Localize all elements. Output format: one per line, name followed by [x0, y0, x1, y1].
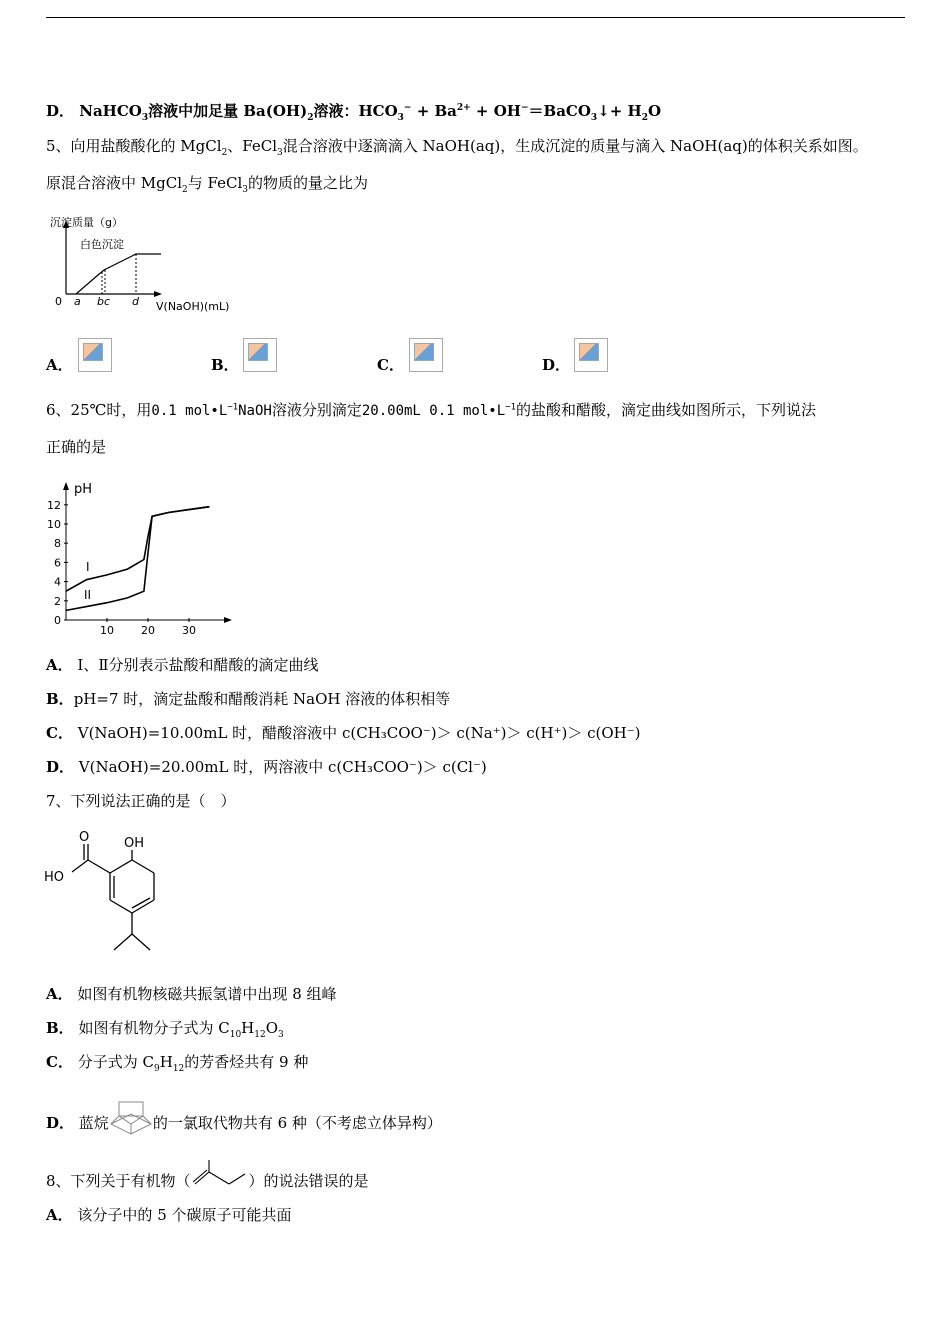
q7-mol-o: O [79, 830, 90, 845]
q5-precipitate-figure [46, 212, 246, 318]
q7-bluane-structure [109, 1098, 153, 1138]
q5-annotation: 白色沉淀 [80, 238, 124, 251]
q6-ylabel: pH [74, 482, 93, 497]
q5-tick-a: a [74, 295, 81, 308]
header-rule [46, 17, 905, 18]
q5-option-d[interactable]: D． [542, 356, 571, 374]
q6-option-b[interactable]: B．pH=7 时，滴定盐酸和醋酸消耗 NaOH 溶液的体积相等 [46, 690, 451, 708]
q7-option-d[interactable]: D． 蓝烷 的一氯取代物共有 6 种（不考虑立体异构） [46, 1098, 442, 1138]
q6-xtick-label: 10 [100, 624, 114, 637]
q5-xlabel: V(NaOH)(mL) [156, 300, 230, 313]
q7-option-c[interactable]: C． 分子式为 $C_9H_{12}$的芳香烃共有 9 种 [46, 1053, 309, 1074]
q7-mol-oh: OH [124, 836, 145, 851]
q8-option-a[interactable]: A． 该分子中的 5 个碳原子可能共面 [46, 1206, 292, 1224]
q6-xtick-label: 20 [141, 624, 155, 637]
q6-ytick-label: 4 [54, 575, 61, 589]
q5-option-d-image-icon [574, 338, 608, 372]
q7-molecule-svg [40, 828, 170, 963]
q6-ytick-label: 8 [54, 537, 61, 551]
q8-molecule-structure [191, 1158, 249, 1194]
q5-option-c[interactable]: C． [377, 356, 404, 374]
q6-ytick-label: 2 [54, 594, 61, 608]
q6-option-d[interactable]: D． V(NaOH)=20.00mL 时，两溶液中 c(CH₃COO⁻)＞ c(Cl⁻) [46, 758, 487, 776]
q7-option-a[interactable]: A． 如图有机物核磁共振氢谱中出现 8 组峰 [46, 985, 337, 1003]
q6-xtick-label: 30 [182, 624, 196, 637]
q5-option-a-image-icon [78, 338, 112, 372]
q8-stem: 8、下列关于有机物（ ）的说法错误的是 [46, 1158, 369, 1194]
q6-stem-line1: 6、25℃时，用0.1 $mol•L^{-1}NaOH$溶液分别滴定20.00mL 0.1 $mol•L^{-1}$的盐酸和醋酸，滴定曲线如图所示，下列说法 [46, 401, 817, 419]
q5-tick-bc: bc [97, 295, 111, 308]
q7-molecule-structure [40, 828, 170, 963]
q5-origin: 0 [55, 295, 62, 308]
q6-option-c[interactable]: C． V(NaOH)=10.00mL 时，醋酸溶液中 c(CH₃COO⁻)＞ c(Na⁺)＞ c(H⁺)＞ c(OH⁻) [46, 724, 641, 742]
q6-ytick-label: 0 [54, 614, 61, 627]
q5-stem-line2: 原混合溶液中 MgCl$_2$与 FeCl$_3$的物质的量之比为 [46, 174, 369, 195]
q6-option-a[interactable]: A． Ⅰ、Ⅱ分别表示盐酸和醋酸的滴定曲线 [46, 656, 319, 674]
q6-series-label-i: I [86, 560, 90, 574]
q6-ytick-label: 6 [54, 556, 61, 570]
q4-option-d: D． NaHCO$_3$溶液中加足量 $Ba(OH)_2$溶液：$HCO_3^- + Ba^{2+}$ + OH−＝BaCO$_3$↓+ $H_2O$ [46, 102, 662, 123]
q6-titration-chart [46, 478, 246, 638]
q5-option-c-image-icon [409, 338, 443, 372]
q7-mol-ho: HO [44, 870, 65, 885]
q5-tick-d: d [132, 295, 139, 308]
q7-stem: 7、下列说法正确的是（ ） [46, 792, 236, 810]
q5-option-b-image-icon [243, 338, 277, 372]
q6-ytick-label: 10 [47, 518, 61, 531]
q6-series-label-ii: II [84, 588, 92, 602]
q5-ylabel: 沉淀质量（g） [50, 216, 123, 229]
q5-option-a[interactable]: A． [46, 356, 73, 374]
q5-stem-line1: 5、向用盐酸酸化的 MgCl$_2$、FeCl$_3$混合溶液中逐滴滴入 NaOH(aq)，生成沉淀的质量与滴入 NaOH(aq)的体积关系如图。 [46, 137, 868, 158]
q6-ytick-label: 12 [47, 498, 61, 512]
q5-option-b[interactable]: B． [211, 356, 239, 374]
q6-titration-svg [46, 478, 246, 638]
q6-series-line-1 [66, 507, 210, 591]
q7-option-b[interactable]: B． 如图有机物分子式为 $C_{10}H_{12}O_3$ [46, 1019, 284, 1040]
q6-stem-line2: 正确的是 [46, 438, 107, 456]
